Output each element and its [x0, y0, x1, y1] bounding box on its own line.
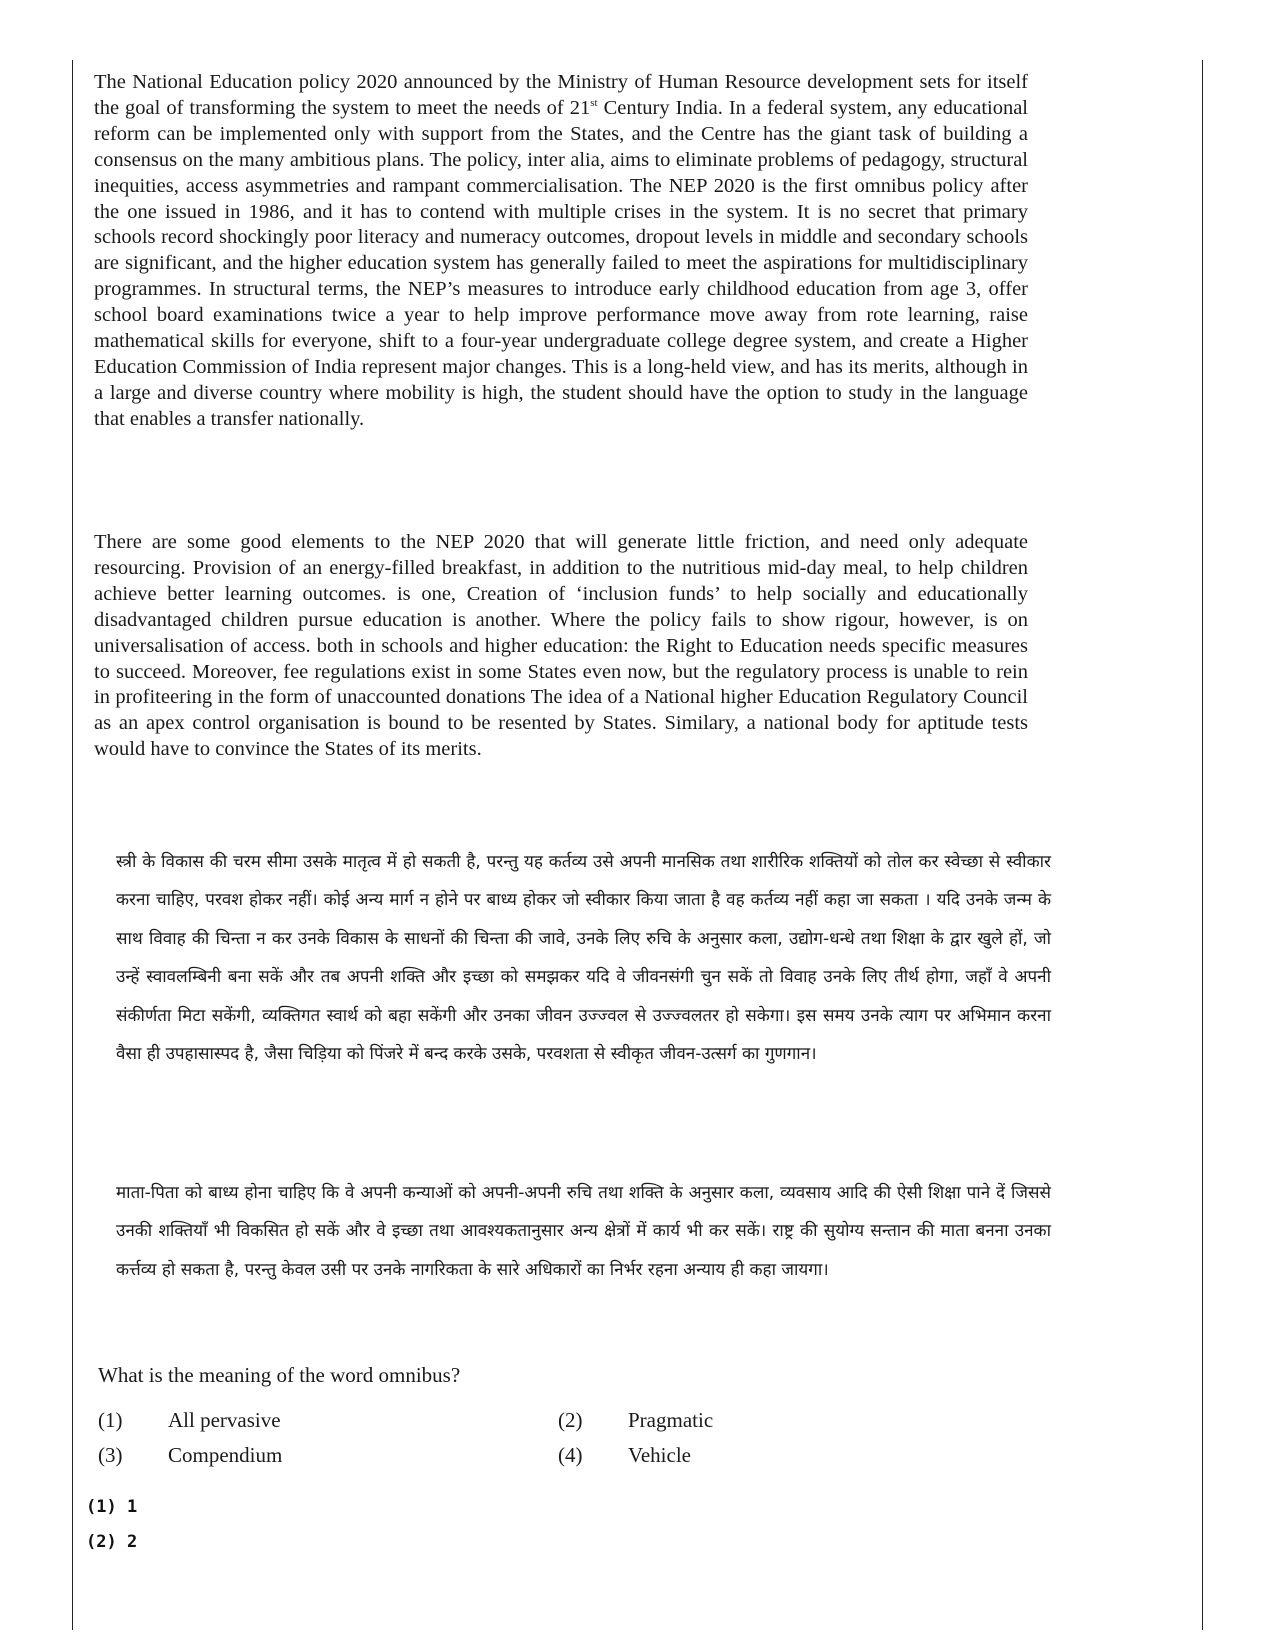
option-1-number: (1) [98, 1408, 123, 1432]
option-4 [558, 1443, 691, 1468]
option-3 [98, 1443, 282, 1468]
answer-choice-1[interactable]: (1) 1 [86, 1497, 138, 1517]
option-1-text: All pervasive [168, 1408, 281, 1432]
passage-paragraph-2: There are some good elements to the NEP 2020 that will generate little friction, and need only adequate resourcing. Provision of an energy-filled breakfast, in addition to the nutritious mid-day meal, to help children achieve better learning outcomes. is one, Creation of ‘inclusion funds’ to help socially and educationally disadvantaged children pursue education is another. Where the policy fails to show rigour, however, is on universalisation of access. both in schools and higher education: the Right to Education needs specific measures to succeed. Moreover, fee regulations exist in some States even now, but the regulatory process is unable to rein in profiteering in the form of unaccounted donations The idea of a National higher Education Regulatory Council as an apex control organisation is bound to be resented by States. Similary, a national body for aptitude tests would have to convince the States of its merits. [94, 531, 1028, 761]
question-text: What is the meaning of the word omnibus? [98, 1363, 461, 1387]
option-2-text: Pragmatic [628, 1408, 714, 1432]
option-2-number: (2) [558, 1408, 583, 1432]
passage-p1-part1: The National Education policy 2020 announced by the Ministry of Human Resource development sets for itself the goal of transforming the system to meet the needs of 21 [94, 71, 1028, 119]
option-4-number: (4) [558, 1443, 583, 1467]
option-3-text: Compendium [168, 1443, 283, 1467]
hindi-paragraph-1: स्त्री के विकास की चरम सीमा उसके मातृत्व में हो सकती है, परन्तु यह कर्तव्य उसे अपनी मानसिक तथा शारीरिक शक्तियों को तोल कर स्वेच्छा से स्वीकार करना चाहिए, परवश होकर नहीं। कोई अन्य मार्ग न होने पर बाध्य होकर जो स्वीकार किया जाता है वह कर्तव्य नहीं कहा जा सकता । यदि उनके जन्म के साथ विवाह की चिन्ता न कर उनके विकास के साधनों की चिन्ता की जावे, उनके लिए रुचि के अनुसार कला, उद्योग-धन्धे तथा शिक्षा के द्वार खुले हों, जो उन्हें स्वावलम्बिनी बना सकें और तब अपनी शक्ति और इच्छा को समझकर यदि वे जीवनसंगी चुन सकें तो विवाह उनके लिए तीर्थ होगा, जहाँ वे अपनी संकीर्णता मिटा सकेंगी, व्यक्तिगत स्वार्थ को बहा सकेंगी और उनका जीवन उज्ज्वल से उज्ज्वलतर हो सकेगा। इस समय उनके त्याग पर अभिमान करना वैसा ही उपहासास्पद है, जैसा चिड़िया को पिंजरे में बन्द करके उसके, परवशता से स्वीकृत जीवन-उत्सर्ग का गुणगान। [116, 852, 1051, 1065]
passage-paragraph-1 [94, 70, 1028, 433]
option-1 [98, 1408, 281, 1433]
right-margin-rule [1202, 60, 1203, 1630]
answer-choice-2[interactable]: (2) 2 [86, 1532, 138, 1552]
passage-p1-superscript: st [590, 97, 598, 110]
option-2 [558, 1408, 713, 1433]
hindi-paragraph-2: माता-पिता को बाध्य होना चाहिए कि वे अपनी कन्याओं को अपनी-अपनी रुचि तथा शक्ति के अनुसार कला, व्यवसाय आदि की ऐसी शिक्षा पाने दें जिससे उनकी शक्तियाँ भी विकसित हो सकें और वे इच्छा तथा आवश्यकतानुसार अन्य क्षेत्रों में कार्य भी कर सकें। राष्ट्र की सुयोग्य सन्तान की माता बनना उनका कर्त्तव्य हो सकता है, परन्तु केवल उसी पर उनके नागरिकता के सारे अधिकारों का निर्भर रहना अन्याय ही कहा जायगा। [116, 1183, 1051, 1280]
passage-p1-part2: Century India. In a federal system, any educational reform can be implemented only with support from the States, and the Centre has the giant task of building a consensus on the many ambitious plans. The policy, inter alia, aims to eliminate problems of pedagogy, structural inequities, access asymmetries and rampant commercialisation. The NEP 2020 is the first omnibus policy after the one issued in 1986, and it has to contend with multiple crises in the system. It is no secret that primary schools record shockingly poor literacy and numeracy outcomes, dropout levels in middle and secondary schools are significant, and the higher education system has generally failed to meet the aspirations for multidisciplinary programmes. In structural terms, the NEP’s measures to introduce early childhood education from age 3, offer school board examinations twice a year to help improve performance move away from rote learning, raise mathematical skills for everyone, shift to a four-year undergraduate college degree system, and create a Higher Education Commission of India represent major changes. This is a long-held view, and has its merits, although in a large and diverse country where mobility is high, the student should have the option to study in the language that enables a transfer nationally. [94, 96, 1029, 430]
option-4-text: Vehicle [628, 1443, 691, 1467]
left-margin-rule [72, 60, 73, 1630]
option-3-number: (3) [98, 1443, 123, 1467]
